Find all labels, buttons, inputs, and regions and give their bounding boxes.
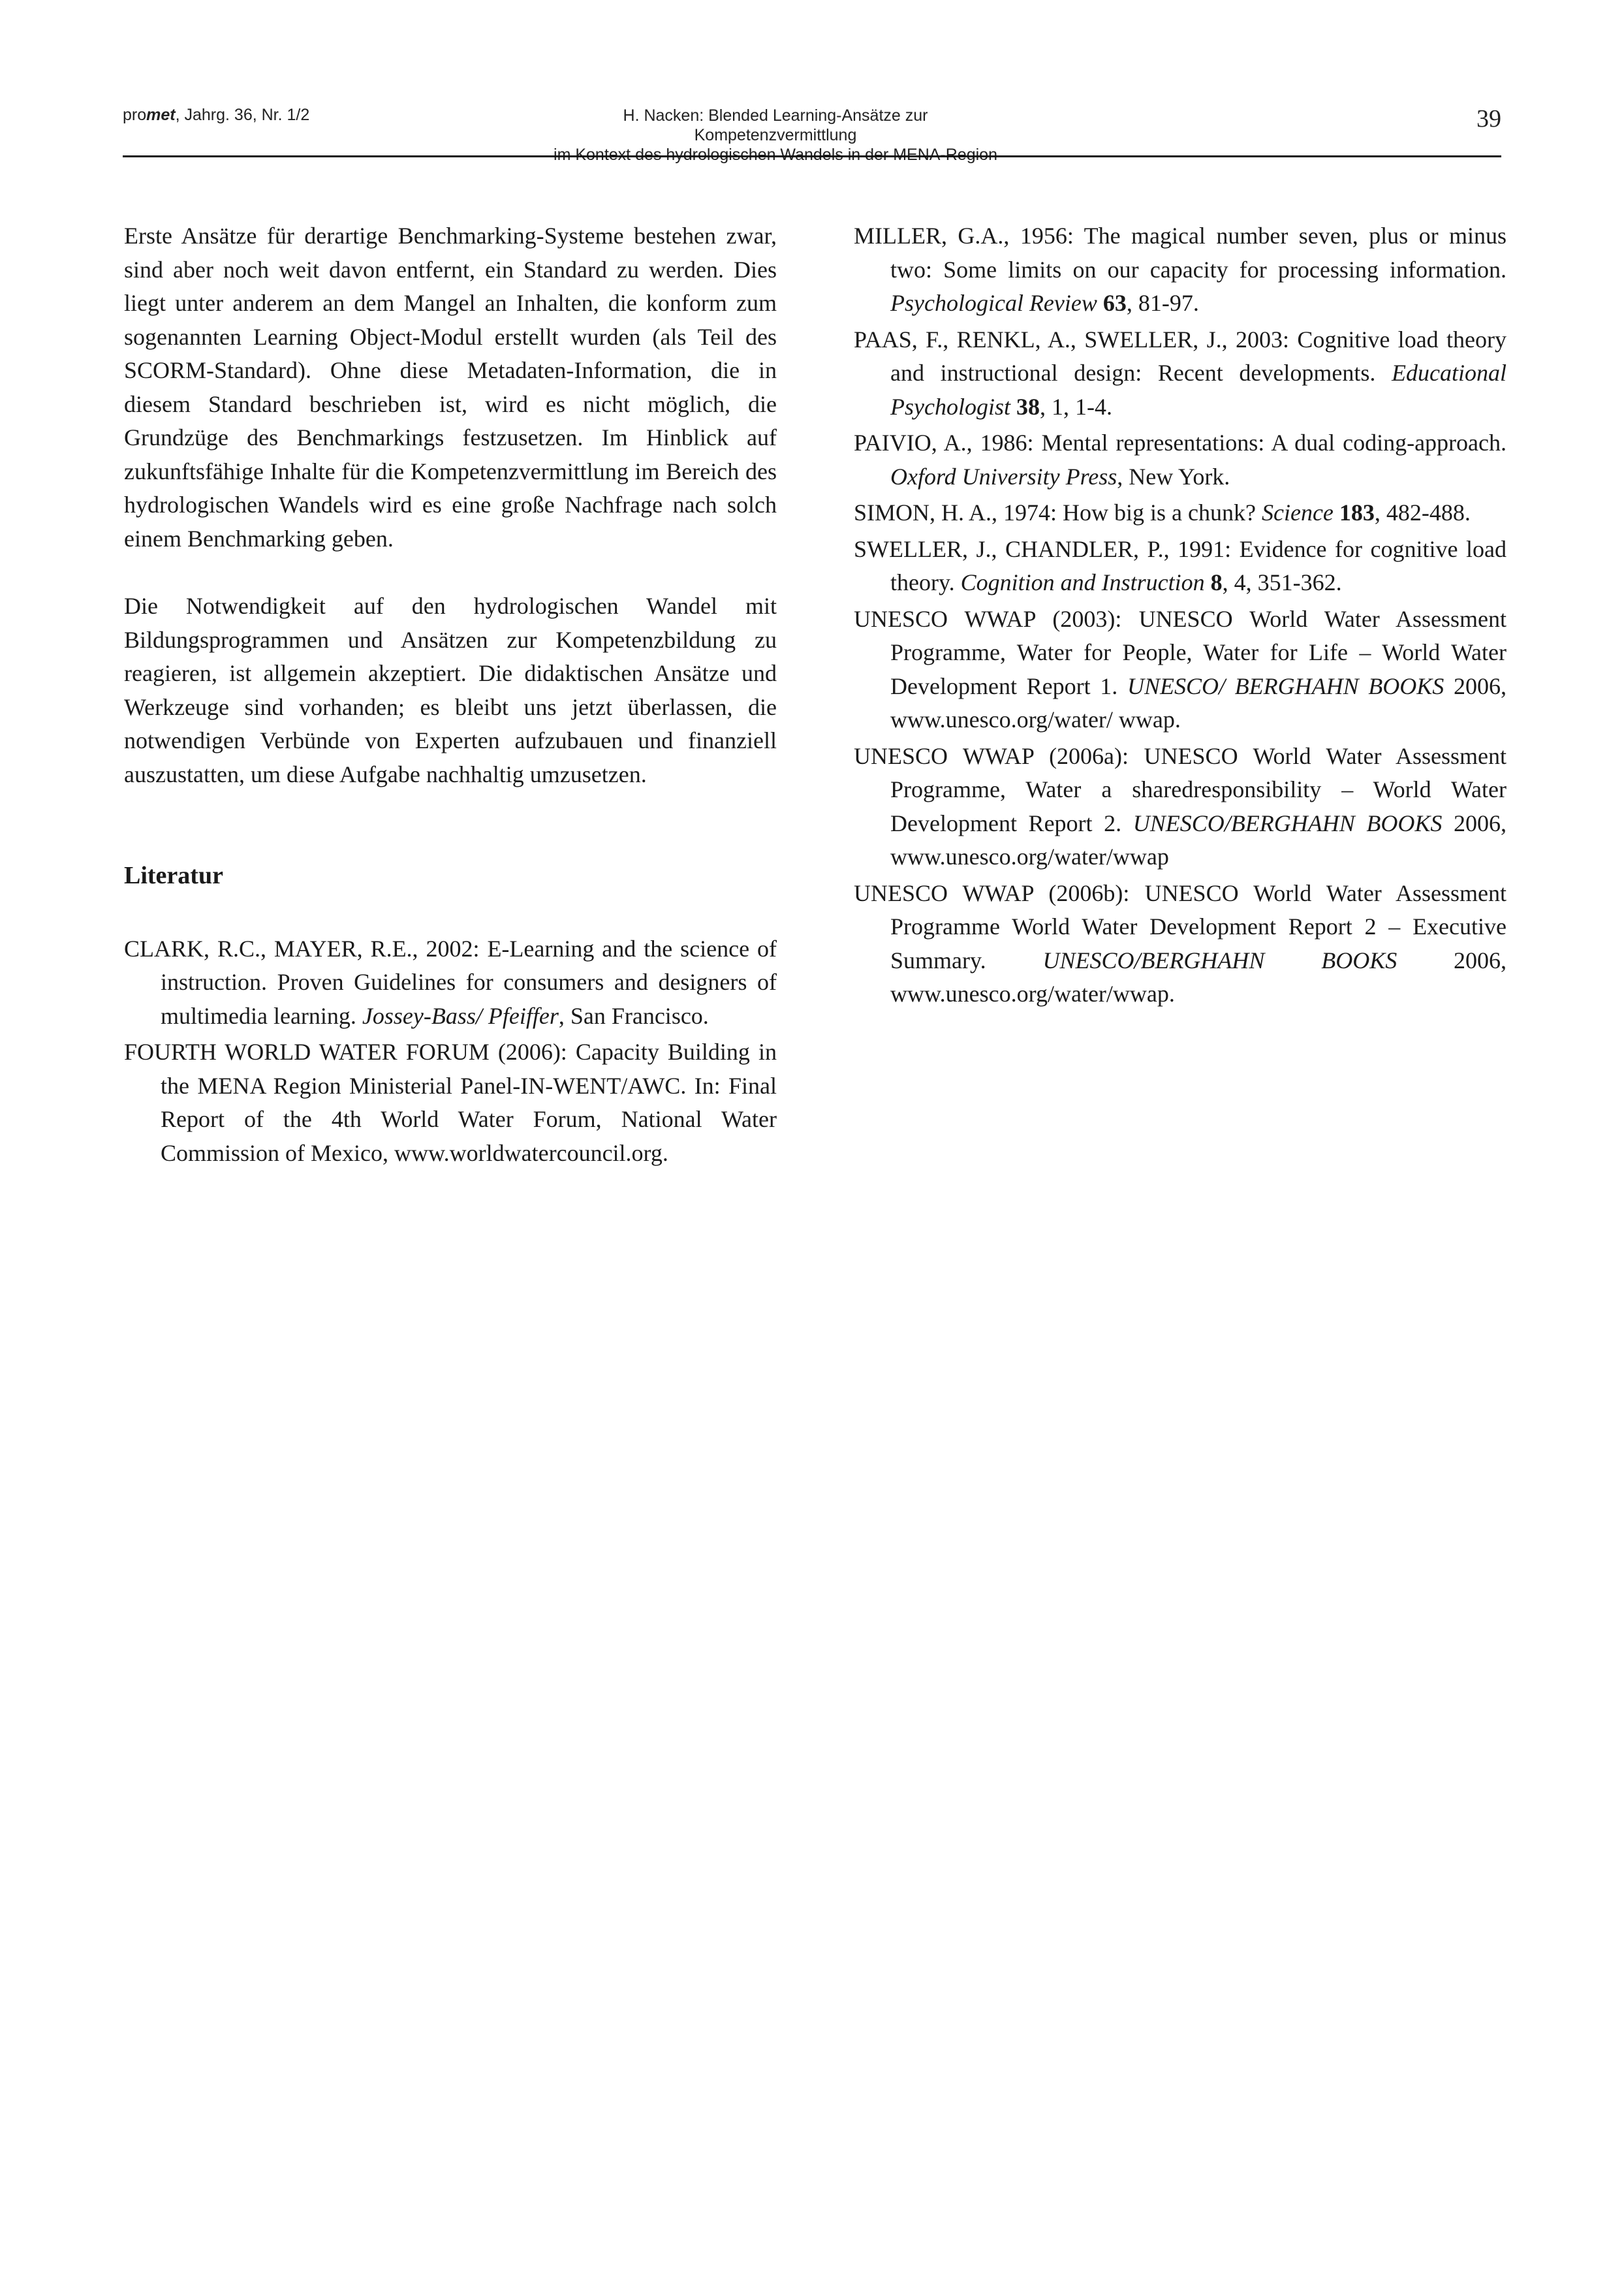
reference-entry: CLARK, R.C., MAYER, R.E., 2002: E-Learning and the science of instruction. Proven Guidelines for consumers and designers of multimedia learning. Jossey-Bass/ Pfeiffer, San Francisco.: [124, 935, 777, 1029]
reference-entry: UNESCO WWAP (2003): UNESCO World Water Assessment Programme, Water for People, Water for Life – World Water Development Report 1. UNESCO/ BERGHAHN BOOKS 2006, www.unesco.org/water/ wwap.: [854, 605, 1507, 733]
reference-entry: UNESCO WWAP (2006a): UNESCO World Water Assessment Programme, Water a sharedresponsibility – World Water Development Report 2. UNESCO/BERGHAHN BOOKS 2006, www.unesco.org/water/wwap: [854, 742, 1507, 870]
reference-entry: MILLER, G.A., 1956: The magical number seven, plus or minus two: Some limits on our capacity for processing information. Psychological Review 63, 81-97.: [854, 223, 1507, 316]
reference-entry: FOURTH WORLD WATER FORUM (2006): Capacity Building in the MENA Region Ministerial Panel-IN-WENT/AWC. In: Final Report of the 4th World Water Forum, National Water Commission of Mexico, www.worldwatercouncil.org.: [124, 1039, 777, 1166]
left-column: [124, 219, 777, 1173]
page-header: [123, 104, 1501, 164]
reference-entry: SWELLER, J., CHANDLER, P., 1991: Evidence for cognitive load theory. Cognition and Instruction 8, 4, 351-362.: [854, 535, 1507, 595]
running-title-line-2: im Kontext des hydrologischen Wandels in der MENA-Region: [554, 146, 997, 164]
header-rule: [123, 155, 1501, 157]
reference-entry: UNESCO WWAP (2006b): UNESCO World Water Assessment Programme World Water Development Report 2 – Executive Summary. UNESCO/BERGHAHN BOOKS 2006, www.unesco.org/water/wwap.: [854, 879, 1507, 1007]
page-number: 39: [1476, 105, 1501, 133]
reference-entry: SIMON, H. A., 1974: How big is a chunk? Science 183, 482-488.: [854, 499, 1471, 526]
journal-volume: , Jahrg. 36, Nr. 1/2: [175, 106, 310, 124]
journal-citation: [123, 106, 309, 125]
body-paragraph-2: Die Notwendigkeit auf den hydrologischen Wandel mit Bildungsprogrammen und Ansätzen zur Kompetenzbildung zu reagieren, ist allgemein akzeptiert. Die didaktischen Ansätze und Werkzeuge sind vorhanden; es bleibt uns jetzt überlassen, die notwendigen Verbünde von Experten aufzubauen und finanziell auszustatten, um diese Aufgabe nachhaltig umzusetzen.: [124, 593, 777, 787]
body-paragraph-1: Erste Ansätze für derartige Benchmarking-Systeme bestehen zwar, sind aber noch weit davon entfernt, ein Standard zu werden. Dies liegt unter anderem an dem Mangel an Inhalten, die konform zum sogenannten Learning Object-Modul erstellt wurden (als Teil des SCORM-Standard). Ohne diese Metadaten-Information, die in diesem Standard beschrieben ist, wird es nicht möglich, die Grundzüge des Benchmarkings festzusetzen. Im Hinblick auf zukunftsfähige Inhalte für die Kompetenzvermittlung im Bereich des hydrologischen Wandels wird es eine große Nachfrage nach solch einem Benchmarking geben.: [124, 223, 777, 552]
reference-entry: PAIVIO, A., 1986: Mental representations: A dual coding-approach. Oxford University Press, New York.: [854, 430, 1507, 490]
running-title-line-1: H. Nacken: Blended Learning-Ansätze zur Kompetenzvermittlung: [623, 106, 928, 144]
reference-entry: PAAS, F., RENKL, A., SWELLER, J., 2003: Cognitive load theory and instructional design: Recent developments. Educational Psychologist 38, 1, 1-4.: [854, 326, 1507, 420]
journal-name-prefix: pro: [123, 106, 147, 124]
journal-name-emphasis: met: [146, 106, 176, 124]
section-heading-literatur: Literatur: [124, 862, 223, 889]
right-column: [854, 219, 1507, 1014]
